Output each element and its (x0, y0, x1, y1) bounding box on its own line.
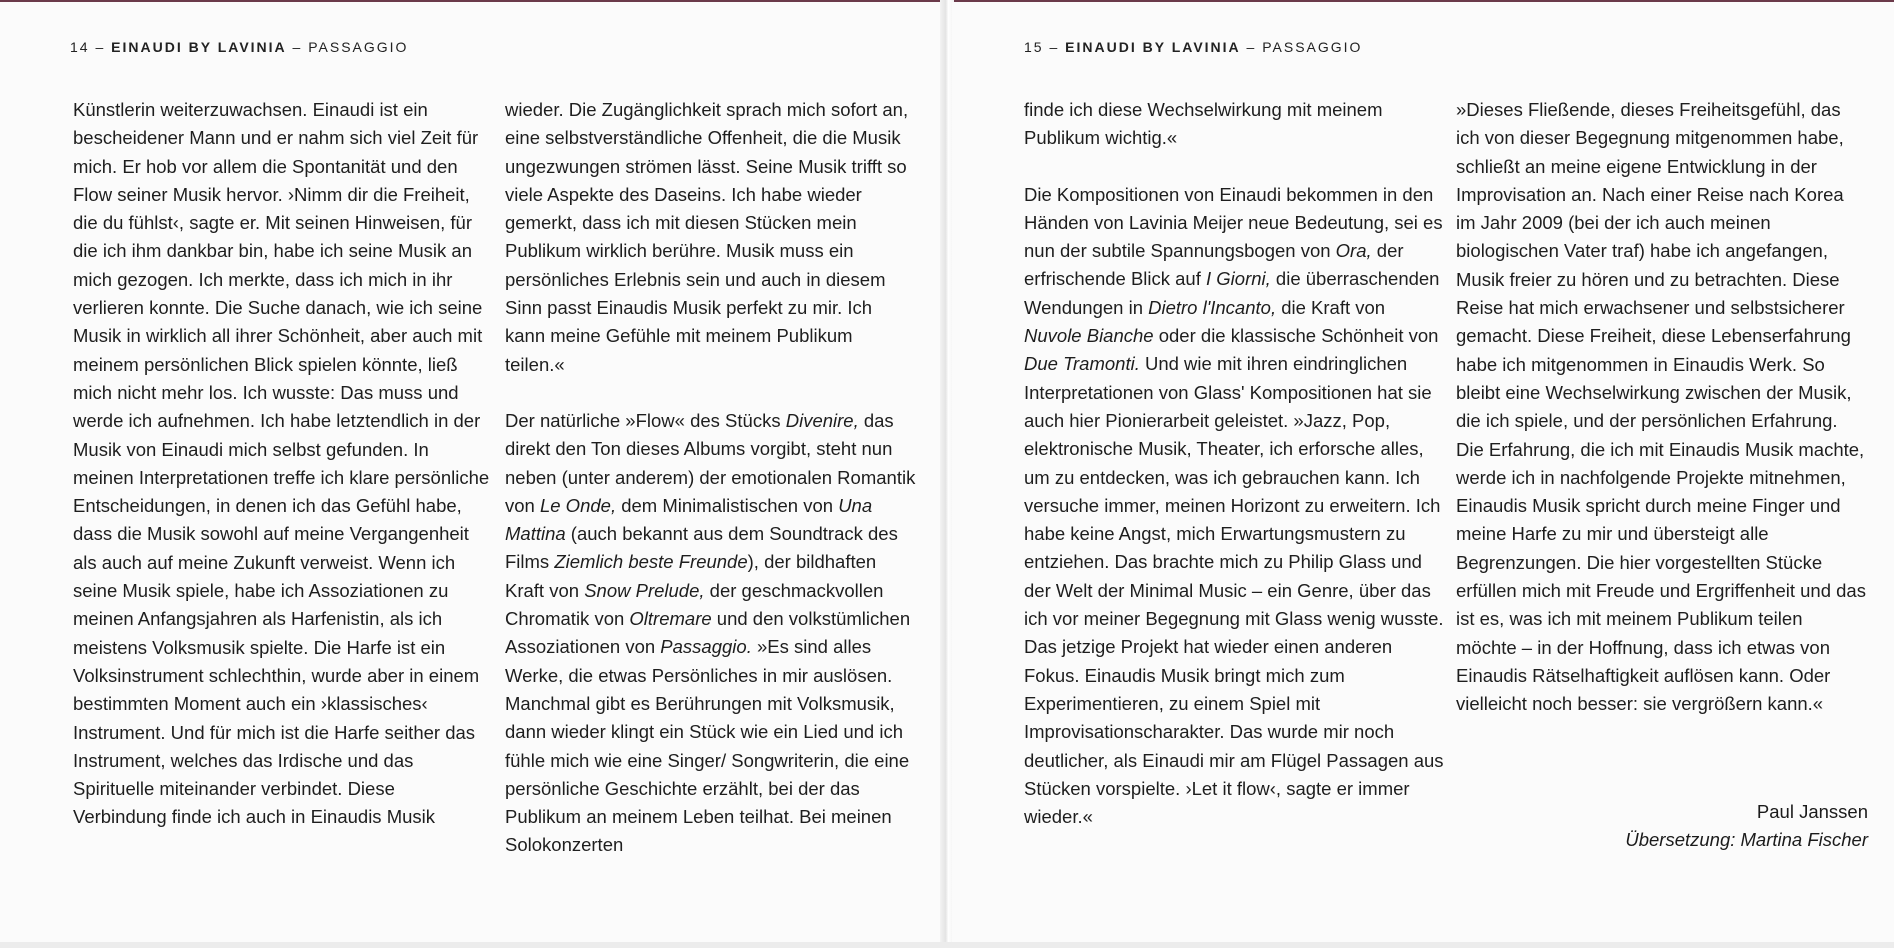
text-run: die überraschenden Wendungen in (1024, 268, 1440, 318)
work-title: Ora, (1335, 240, 1372, 262)
paragraph (505, 407, 917, 860)
page-number: 15 (1024, 39, 1044, 55)
author-name: Paul Janssen (1756, 801, 1868, 822)
header-dash: – (95, 39, 106, 55)
text-run: der erfrischende Blick auf (1024, 240, 1404, 290)
left-page (0, 2, 946, 945)
paragraph: »Dieses Fließende, dieses Freiheitsgefühl, das ich von dieser Begegnung mitgenommen habe, schließt an meine eigene Entwicklung in der Improvisation an. Nach einer Reise nach Korea im Jahr 2009 (bei der ich auch meinen biologischen Vater traf) habe ich angefangen, Musik freier zu hören und zu betrachten. Diese Reise hat mich erwachsener und selbstsicherer gemacht. Diese Freiheit, diese Lebenserfahrung habe ich mitgenommen in Einaudis Werk. So bleibt eine Wechselwirkung zwischen der Musik, die ich spiele, und der persönlichen Erfahrung. Die Erfahrung, die ich mit Einaudis Musik machte, werde ich in nachfolgende Projekte mitnehmen, Einaudis Musik spricht durch meine Finger und meine Harfe zu mir und übersteigt alle Begrenzungen. Die hier vorgestellten Stücke erfüllen mich mit Freude und Ergriffenheit und das ist es, was ich mit meinem Publikum teilen möchte – in der Hoffnung, dass ich etwas von Einaudis Rätselhaftigkeit auflösen kann. Oder vielleicht noch besser: sie vergrößern kann.« (1456, 99, 1866, 715)
paragraph: Künstlerin weiterzuwachsen. Einaudi ist ein bescheidener Mann und er nahm sich viel Zeit für mich. Er hob vor allem die Spontanität und den Flow seiner Musik hervor. ›Nimm dir die Freiheit, die du fühlst‹, sagte er. Mit seinen Hinweisen, für die ich ihm dankbar bin, habe ich seine Musik an mich gezogen. Ich merkte, dass ich mich in ihr verlieren konnte. Die Suche danach, wie ich seine Musik in wirklich all ihrer Schönheit, aber auch mit meinem persönlichen Blick spielen könnte, ließ mich nicht mehr los. Ich wusste: Das muss und werde ich aufnehmen. Ich habe letztendlich in der Musik von Einaudi mich selbst gefunden. In meinen Interpretationen treffe ich klare persönliche Entscheidungen, in denen ich das Gefühl habe, dass die Musik sowohl auf meine Vergangenheit als auch auf meine Zukunft verweist. Wenn ich seine Musik spiele, habe ich Assoziationen zu meinen Anfangsjahren als Harfenistin, als ich meistens Volksmusik spielte. Die Harfe ist ein Volksinstrument schlechthin, wurde aber in einem bestimmten Moment auch ein ›klassisches‹ Instrument. Und für mich ist die Harfe seither das Instrument, welches das Irdische und das Spirituelle miteinander verbindet. Diese Verbindung finde ich auch in Einaudis Musik (73, 99, 490, 828)
paragraph: wieder. Die Zugänglichkeit sprach mich sofort an, eine selbstverständliche Offenheit, die die Musik ungezwungen strömen lässt. Seine Musik trifft so viele Aspekte des Daseins. Ich habe wieder gemerkt, dass ich mit diesen Stücken mein Publikum wirklich berühre. Musik muss ein persönliches Erlebnis sein und auch in diesem Sinn passt Einaudis Musik perfekt zu mir. Ich kann meine Gefühle mit meinem Publikum teilen.« (505, 99, 909, 375)
text-run: und den volkstümlichen Assoziationen von (505, 608, 911, 658)
paragraph: finde ich diese Wechselwirkung mit meinem Publikum wichtig.« (1024, 99, 1383, 149)
right-page (952, 2, 1894, 945)
bottom-edge (0, 942, 1894, 948)
text-column-1 (73, 96, 491, 832)
translator-credit: Übersetzung: Martina Fischer (1625, 829, 1868, 850)
text-column-3 (1024, 96, 1444, 831)
work-title: Dietro l'Incanto, (1148, 296, 1277, 318)
paragraph (1024, 181, 1444, 832)
work-title: Divenire, (785, 409, 859, 431)
text-column-4 (1456, 96, 1868, 719)
header-dash: – (1246, 39, 1257, 55)
header-subtitle: PASSAGGIO (1262, 39, 1363, 55)
text-run: Und wie mit ihren eindringlichen Interpretationen von Glass' Kompositionen hat sie auch hier Pionierarbeit geleistet. »Jazz, Pop, elektronische Musik, Theater, ich erforsche alles, um zu entdecken, was ich gebrauchen kann. Ich versuche immer, meinen Horizont zu erweitern. Ich habe keine Angst, mich Erwartungsmustern zu entziehen. Das brachte mich zu Philip Glass und der Welt der Minimal Music – ein Genre, über das ich vor meiner Begegnung mit Glass wenig wusste. Das jetzige Projekt hat wieder einen anderen Fokus. Einaudis Musik bringt mich zum Experimentieren, zu einem Spiel mit Improvisationscharakter. Das wurde mir noch deutlicher, als Einaudi mir am Flügel Passagen aus Stücken vorspielte. ›Let it flow‹, sagte er immer wieder.« (1024, 353, 1444, 828)
work-title: I Giorni, (1206, 268, 1271, 290)
work-title: Oltremare (629, 608, 712, 630)
text-run: der geschmackvollen Chromatik von (505, 579, 884, 630)
credits (1456, 798, 1868, 854)
work-title: Snow Prelude, (584, 579, 705, 601)
text-run: (auch bekannt aus dem Soundtrack des Films (505, 523, 898, 573)
work-title: Due Tramonti. (1024, 353, 1140, 375)
work-title: Passaggio. (660, 636, 752, 658)
page-header (1024, 39, 1362, 55)
header-dash: – (292, 39, 303, 55)
text-run: Der natürliche »Flow« des Stücks (505, 409, 786, 431)
text-run: dem Minimalistischen von (616, 494, 839, 516)
film-title: Ziemlich beste Freunde (554, 551, 748, 573)
page-header (70, 39, 408, 55)
text-run: die Kraft von (1276, 296, 1386, 318)
text-run: oder die klassische Schönheit von (1153, 325, 1439, 347)
text-run: das direkt den Ton dieses Albums vorgibt, steht nun neben (unter anderem) der emotionalen Romantik von (505, 409, 916, 516)
header-subtitle: PASSAGGIO (308, 39, 409, 55)
header-title: EINAUDI BY LAVINIA (111, 39, 287, 55)
text-run: »Es sind alles Werke, die etwas Persönliches in mir auslösen. Manchmal gibt es Berührungen mit Volksmusik, dann wieder klingt ein Stück wie ein Lied und ich fühle mich wie eine Singer/ Songwriterin, die eine persönliche Geschichte erzählt, bei der das Publikum an meinem Leben teilhat. Bei meinen Solokonzerten (505, 636, 910, 856)
text-run: Die Kompositionen von Einaudi bekommen in den Händen von Lavinia Meijer neue Bedeutung, sei es nun der subtile Spannungsbogen von (1024, 183, 1443, 262)
work-title: Nuvole Bianche (1024, 325, 1154, 347)
header-title: EINAUDI BY LAVINIA (1065, 39, 1241, 55)
page-number: 14 (70, 39, 90, 55)
work-title: Le Onde, (539, 494, 617, 516)
text-run: ), der bildhaften Kraft von (505, 551, 877, 601)
work-title: Una Mattina (505, 494, 873, 545)
text-column-2 (505, 96, 917, 860)
header-dash: – (1049, 39, 1060, 55)
